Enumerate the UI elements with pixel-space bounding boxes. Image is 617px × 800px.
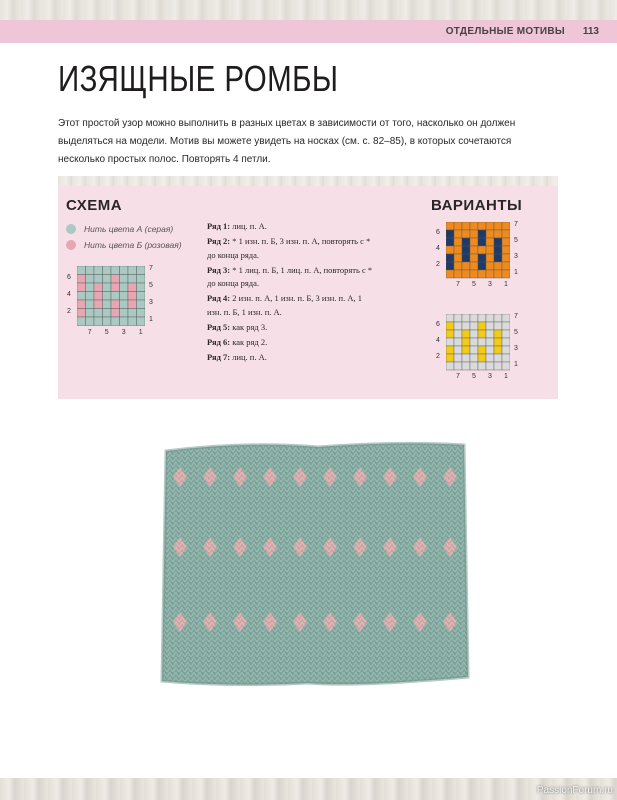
grid-cell [478, 254, 486, 262]
grid-cell [494, 246, 502, 254]
grid-cell [137, 283, 146, 292]
grid-cell [446, 230, 454, 238]
grid-cell [470, 354, 478, 362]
grid-cell [77, 292, 86, 301]
grid-cell [94, 292, 103, 301]
grid-label: 3 [149, 299, 153, 307]
grid-cell [494, 262, 502, 270]
grid-cell [454, 322, 462, 330]
grid-cell [494, 338, 502, 346]
grid-cell [486, 246, 494, 254]
grid-cell [103, 292, 112, 301]
row-instruction [207, 220, 377, 234]
grid-cell [454, 230, 462, 238]
grid-cell [486, 362, 494, 370]
grid-cell [111, 300, 120, 309]
grid-cell [486, 222, 494, 230]
row-instruction [207, 336, 377, 350]
grid-cell [128, 300, 137, 309]
grid-cell [454, 222, 462, 230]
row-label: Ряд 1: [207, 221, 231, 231]
grid-label: 6 [436, 229, 440, 236]
grid-cell [486, 314, 494, 322]
grid-cell [111, 266, 120, 275]
grid-cell [454, 262, 462, 270]
grid-cell [137, 309, 146, 318]
grid-label: 1 [138, 328, 143, 336]
grid-cell [137, 300, 146, 309]
grid-cell [494, 270, 502, 278]
grid-cell [462, 222, 470, 230]
variants-title: ВАРИАНТЫ [431, 197, 523, 214]
grid-cell [111, 317, 120, 326]
grid-cell [494, 330, 502, 338]
row-text: * 1 лиц. п. Б, 1 лиц. п. А, повторять с * до конца ряда. [207, 264, 373, 288]
grid-cell [111, 283, 120, 292]
row-instruction [207, 351, 377, 365]
grid-cell [454, 354, 462, 362]
grid-label: 3 [488, 373, 492, 380]
legend-item-b [66, 240, 182, 250]
grid-label: 7 [87, 328, 92, 336]
panel-texture-stripe [58, 176, 558, 186]
legend-label-a: Нить цвета А (серая) [84, 224, 174, 234]
grid-cell [470, 270, 478, 278]
scheme-title: СХЕМА [66, 197, 123, 214]
grid-cell [462, 230, 470, 238]
grid-cell [77, 283, 86, 292]
scheme-chart-grid [77, 266, 145, 326]
row-label: Ряд 2: [207, 236, 231, 246]
grid-cell [478, 230, 486, 238]
grid-cell [462, 270, 470, 278]
grid-cell [470, 330, 478, 338]
legend-item-a [66, 224, 173, 234]
legend-label-b: Нить цвета Б (розовая) [84, 240, 182, 250]
grid-cell [486, 238, 494, 246]
grid-cell [77, 300, 86, 309]
grid-cell [111, 275, 120, 284]
row-instruction [207, 235, 377, 262]
intro-text: Этот простой узор можно выполнить в разных цветах в зависимости от того, насколько он должен выделяться на модели. Мотив вы можете увидеть на носках (см. с. 82–85), в которых сочетаются несколько простых полос. Повторять 4 петли. [58, 118, 516, 165]
grid-label: 4 [67, 290, 71, 298]
grid-cell [462, 238, 470, 246]
grid-cell [86, 309, 95, 318]
grid-cell [86, 283, 95, 292]
grid-cell [494, 322, 502, 330]
grid-cell [103, 275, 112, 284]
grid-cell [94, 275, 103, 284]
grid-cell [77, 317, 86, 326]
row-label: Ряд 7: [207, 351, 231, 362]
row-text: 2 изн. п. А, 1 изн. п. Б, 3 изн. п. А, 1 изн. п. Б, 1 изн. п. А. [207, 293, 362, 317]
grid-label: 2 [67, 307, 71, 315]
grid-cell [446, 362, 454, 370]
grid-cell [462, 338, 470, 346]
row-label: Ряд 3: [207, 264, 231, 275]
grid-cell [120, 317, 129, 326]
grid-cell [486, 346, 494, 354]
row-label: Ряд 6: [207, 336, 231, 347]
grid-cell [478, 222, 486, 230]
grid-cell [462, 314, 470, 322]
row-text: как ряд 3. [230, 321, 268, 332]
grid-cell [446, 246, 454, 254]
grid-cell [120, 300, 129, 309]
grid-cell [486, 330, 494, 338]
grid-label: 7 [149, 265, 153, 273]
grid-cell [494, 222, 502, 230]
row-label: Ряд 5: [207, 321, 231, 332]
grid-cell [128, 292, 137, 301]
row-label: Ряд 4: [207, 293, 231, 303]
grid-cell [502, 314, 510, 322]
grid-cell [137, 317, 146, 326]
grid-cell [137, 275, 146, 284]
grid-label: 7 [456, 373, 460, 380]
grid-cell [462, 262, 470, 270]
row-text: * 1 изн. п. Б, 3 изн. п. А, повторять с * до конца ряда. [207, 236, 371, 260]
grid-cell [486, 354, 494, 362]
grid-cell [502, 246, 510, 254]
grid-cell [446, 330, 454, 338]
grid-label: 7 [514, 221, 518, 228]
grid-cell [454, 330, 462, 338]
grid-label: 1 [514, 361, 518, 368]
grid-cell [94, 300, 103, 309]
legend-swatch-gray [66, 224, 76, 234]
grid-label: 4 [436, 245, 440, 252]
variant-orange-grid [446, 222, 510, 285]
grid-cell [86, 266, 95, 275]
grid-cell [486, 270, 494, 278]
grid-cell [478, 346, 486, 354]
grid-cell [462, 254, 470, 262]
grid-cell [446, 262, 454, 270]
page-title: ИЗЯЩНЫЕ РОМБЫ [58, 58, 339, 99]
row-instructions [207, 220, 377, 366]
grid-cell [478, 330, 486, 338]
grid-cell [128, 275, 137, 284]
page-number: 113 [582, 26, 599, 37]
grid-cell [128, 266, 137, 275]
grid-label: 5 [514, 237, 518, 244]
grid-cell [494, 314, 502, 322]
grid-cell [486, 338, 494, 346]
grid-cell [478, 322, 486, 330]
row-text: лиц. п. А. [230, 351, 267, 362]
grid-cell [454, 362, 462, 370]
variant-yellow-grid [446, 314, 510, 377]
grid-cell [77, 309, 86, 318]
grid-cell [446, 346, 454, 354]
grid-cell [502, 254, 510, 262]
grid-cell [120, 283, 129, 292]
grid-cell [103, 300, 112, 309]
grid-cell [94, 283, 103, 292]
grid-cell [454, 238, 462, 246]
grid-cell [120, 266, 129, 275]
grid-cell [128, 317, 137, 326]
grid-cell [494, 354, 502, 362]
grid-cell [77, 266, 86, 275]
grid-cell [446, 238, 454, 246]
legend-swatch-pink [66, 240, 76, 250]
row-instruction [207, 264, 377, 291]
row-instruction [207, 292, 377, 319]
grid-label: 1 [514, 269, 518, 276]
grid-cell [502, 262, 510, 270]
grid-cell [86, 317, 95, 326]
grid-cell [446, 354, 454, 362]
grid-cell [470, 222, 478, 230]
grid-cell [454, 314, 462, 322]
grid-cell [77, 275, 86, 284]
grid-cell [103, 266, 112, 275]
grid-cell [462, 346, 470, 354]
grid-label: 2 [436, 353, 440, 360]
grid-cell [120, 292, 129, 301]
grid-cell [128, 283, 137, 292]
grid-cell [494, 346, 502, 354]
grid-cell [446, 338, 454, 346]
grid-label: 5 [514, 329, 518, 336]
grid-cell [470, 346, 478, 354]
grid-label: 5 [472, 373, 476, 380]
grid-cell [478, 362, 486, 370]
grid-cell [470, 362, 478, 370]
grid-label: 7 [456, 281, 460, 288]
grid-cell [478, 238, 486, 246]
grid-label: 1 [149, 316, 153, 324]
grid-cell [120, 309, 129, 318]
grid-cell [462, 354, 470, 362]
grid-cell [478, 262, 486, 270]
grid-cell [454, 346, 462, 354]
grid-cell [128, 309, 137, 318]
grid-label: 4 [436, 337, 440, 344]
grid-cell [86, 275, 95, 284]
row-text: как ряд 2. [230, 336, 268, 347]
grid-label: 6 [67, 273, 71, 281]
grid-cell [470, 338, 478, 346]
grid-cell [502, 362, 510, 370]
grid-cell [454, 254, 462, 262]
grid-cell [494, 238, 502, 246]
grid-label: 5 [472, 281, 476, 288]
grid-cell [462, 362, 470, 370]
grid-cell [446, 314, 454, 322]
row-text: лиц. п. А. [230, 221, 267, 231]
grid-cell [494, 254, 502, 262]
grid-cell [446, 270, 454, 278]
grid-cell [86, 300, 95, 309]
grid-cell [494, 362, 502, 370]
grid-cell [94, 266, 103, 275]
grid-cell [502, 322, 510, 330]
grid-cell [470, 262, 478, 270]
grid-cell [120, 275, 129, 284]
grid-cell [494, 230, 502, 238]
grid-cell [502, 354, 510, 362]
grid-cell [94, 317, 103, 326]
grid-cell [478, 246, 486, 254]
grid-cell [103, 317, 112, 326]
grid-cell [94, 309, 103, 318]
grid-cell [137, 292, 146, 301]
running-head: ОТДЕЛЬНЫЕ МОТИВЫ [445, 26, 565, 37]
watermark: PassionForum.ru [536, 785, 613, 796]
grid-cell [462, 322, 470, 330]
grid-cell [454, 338, 462, 346]
grid-cell [446, 322, 454, 330]
grid-cell [502, 230, 510, 238]
grid-cell [486, 262, 494, 270]
grid-cell [502, 330, 510, 338]
grid-cell [478, 354, 486, 362]
grid-label: 2 [436, 261, 440, 268]
grid-cell [478, 338, 486, 346]
grid-cell [502, 346, 510, 354]
grid-label: 7 [514, 313, 518, 320]
grid-label: 3 [121, 328, 126, 336]
grid-cell [137, 266, 146, 275]
grid-cell [478, 314, 486, 322]
grid-cell [486, 254, 494, 262]
grid-label: 1 [504, 281, 508, 288]
grid-cell [454, 246, 462, 254]
grid-label: 6 [436, 321, 440, 328]
grid-cell [470, 322, 478, 330]
grid-label: 5 [104, 328, 109, 336]
grid-cell [470, 254, 478, 262]
grid-label: 3 [514, 345, 518, 352]
grid-cell [502, 238, 510, 246]
grid-cell [470, 230, 478, 238]
grid-cell [446, 254, 454, 262]
grid-cell [462, 330, 470, 338]
grid-cell [502, 270, 510, 278]
grid-cell [454, 270, 462, 278]
grid-cell [103, 309, 112, 318]
grid-cell [486, 322, 494, 330]
grid-cell [486, 230, 494, 238]
grid-cell [86, 292, 95, 301]
row-instruction [207, 321, 377, 335]
grid-cell [446, 222, 454, 230]
wood-texture-top [0, 0, 617, 20]
grid-cell [103, 283, 112, 292]
grid-cell [462, 246, 470, 254]
wood-texture-bottom [0, 778, 617, 800]
grid-cell [502, 222, 510, 230]
grid-label: 3 [514, 253, 518, 260]
grid-cell [470, 246, 478, 254]
grid-label: 1 [504, 373, 508, 380]
grid-label: 3 [488, 281, 492, 288]
grid-cell [478, 270, 486, 278]
grid-cell [111, 309, 120, 318]
grid-cell [470, 238, 478, 246]
grid-label: 5 [149, 282, 153, 290]
grid-cell [470, 314, 478, 322]
grid-cell [111, 292, 120, 301]
knitted-swatch-photo [158, 437, 472, 691]
grid-cell [502, 338, 510, 346]
